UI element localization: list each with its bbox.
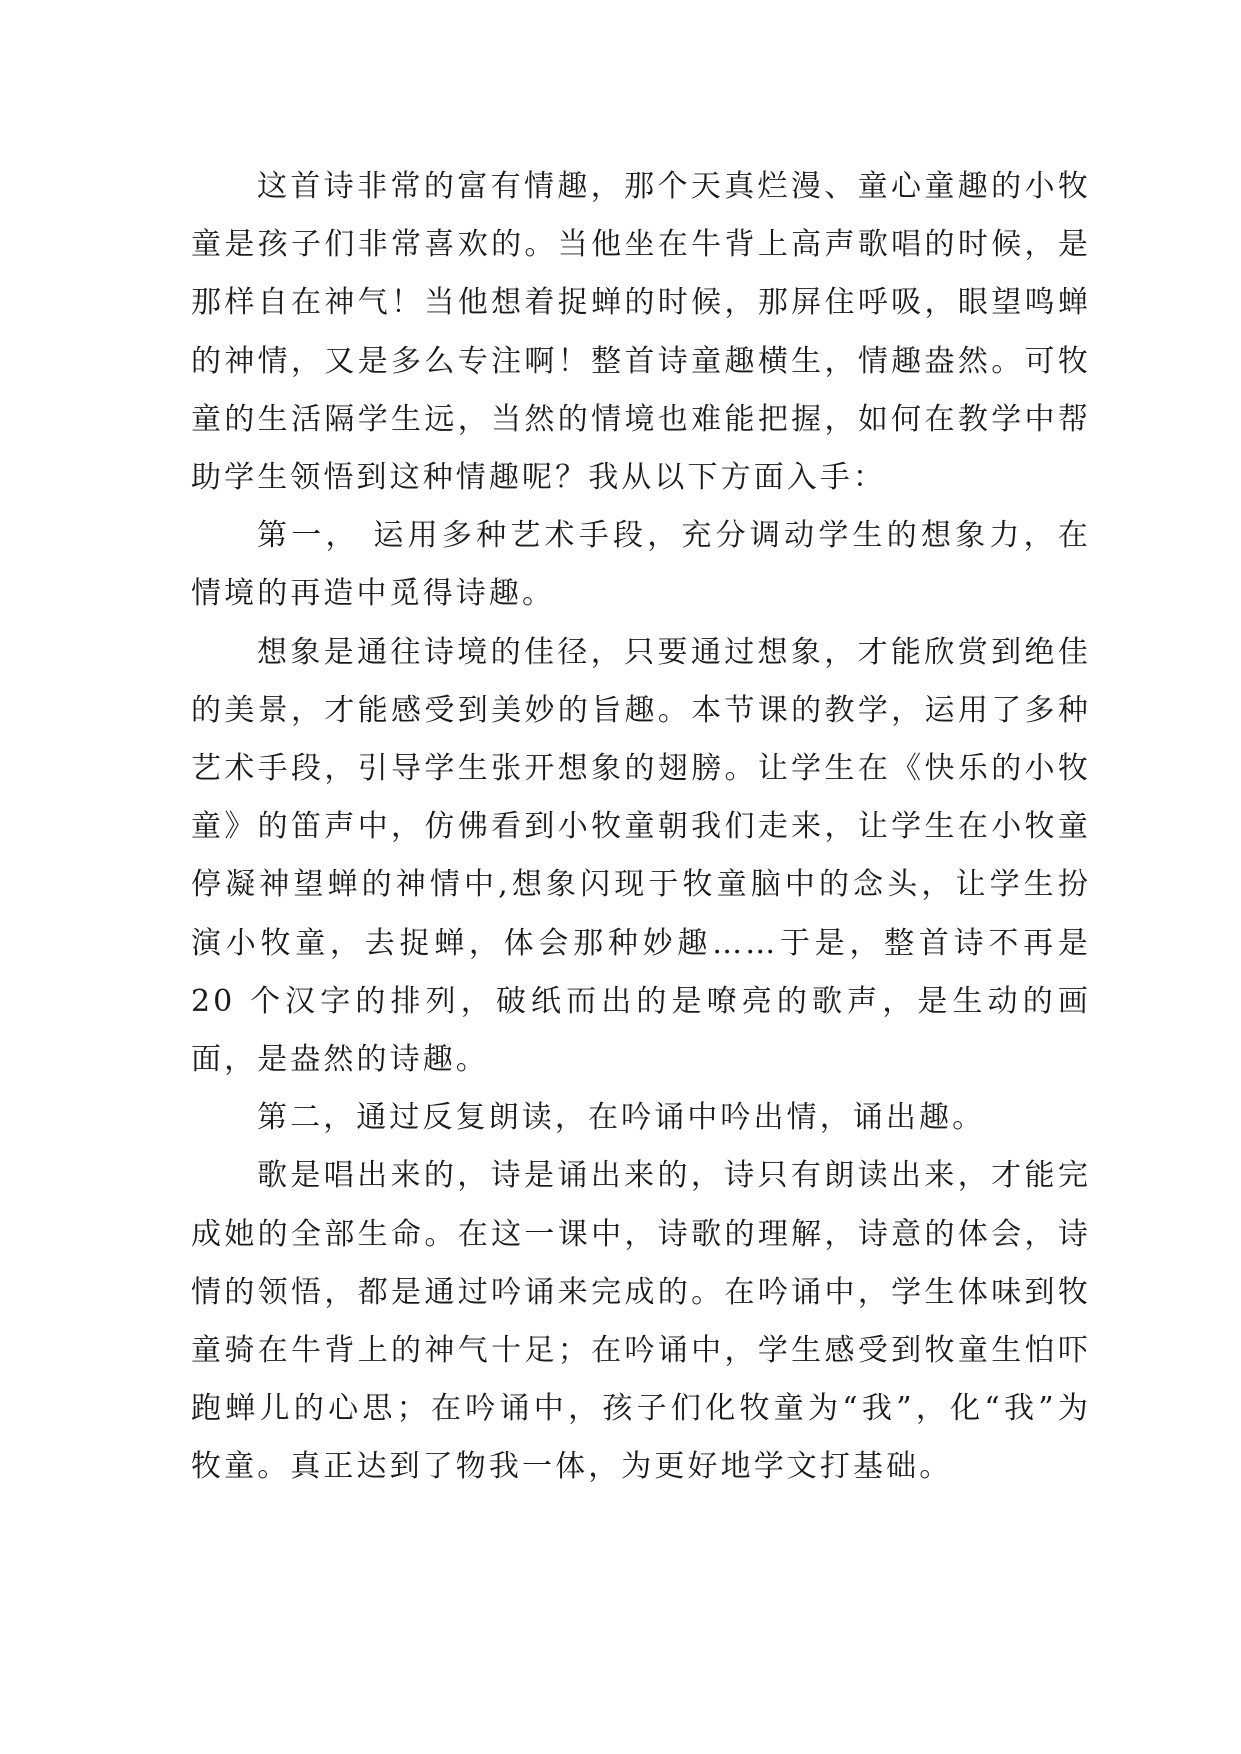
paragraph-point-one-body: 想象是通往诗境的佳径，只要通过想象，才能欣赏到绝佳的美景，才能感受到美妙的旨趣。本节课的教学，运用了多种艺术手段，引导学生张开想象的翅膀。让学生在《快乐的小牧童》的笛声中，仿佛看到小牧童朝我们走来，让学生在小牧童停凝神望蝉的神情中,想象闪现于牧童脑中的念头，让学生扮演小牧童，去捉蝉，体会那种妙趣……于是，整首诗不再是 20 个汉字的排列，破纸而出的是嘹亮的歌声，是生动的画面，是盎然的诗趣。 [191,634,1091,1078]
document-body [191,158,1091,1497]
paragraph-intro: 这首诗非常的富有情趣，那个天真烂漫、童心童趣的小牧童是孩子们非常喜欢的。当他坐在牛背上高声歌唱的时候，是那样自在神气！当他想着捉蝉的时候，那屏住呼吸，眼望鸣蝉的神情，又是多么专注啊！整首诗童趣横生，情趣盎然。可牧童的生活隔学生远，当然的情境也难能把握，如何在教学中帮助学生领悟到这种情趣呢？我从以下方面入手： [191,169,1091,496]
paragraph-point-two-body: 歌是唱出来的，诗是诵出来的，诗只有朗读出来，才能完成她的全部生命。在这一课中，诗歌的理解，诗意的体会，诗情的领悟，都是通过吟诵来完成的。在吟诵中，学生体味到牧童骑在牛背上的神气十足；在吟诵中，学生感受到牧童生怕吓跑蝉儿的心思；在吟诵中，孩子们化牧童为“我”，化“我”为牧童。真正达到了物我一体，为更好地学文打基础。 [191,1158,1091,1485]
paragraph-point-two-heading: 第二，通过反复朗读，在吟诵中吟出情，诵出趣。 [257,1100,986,1136]
paragraph-point-one-heading: 第一， 运用多种艺术手段，充分调动学生的想象力，在情境的再造中觅得诗趣。 [191,518,1091,612]
